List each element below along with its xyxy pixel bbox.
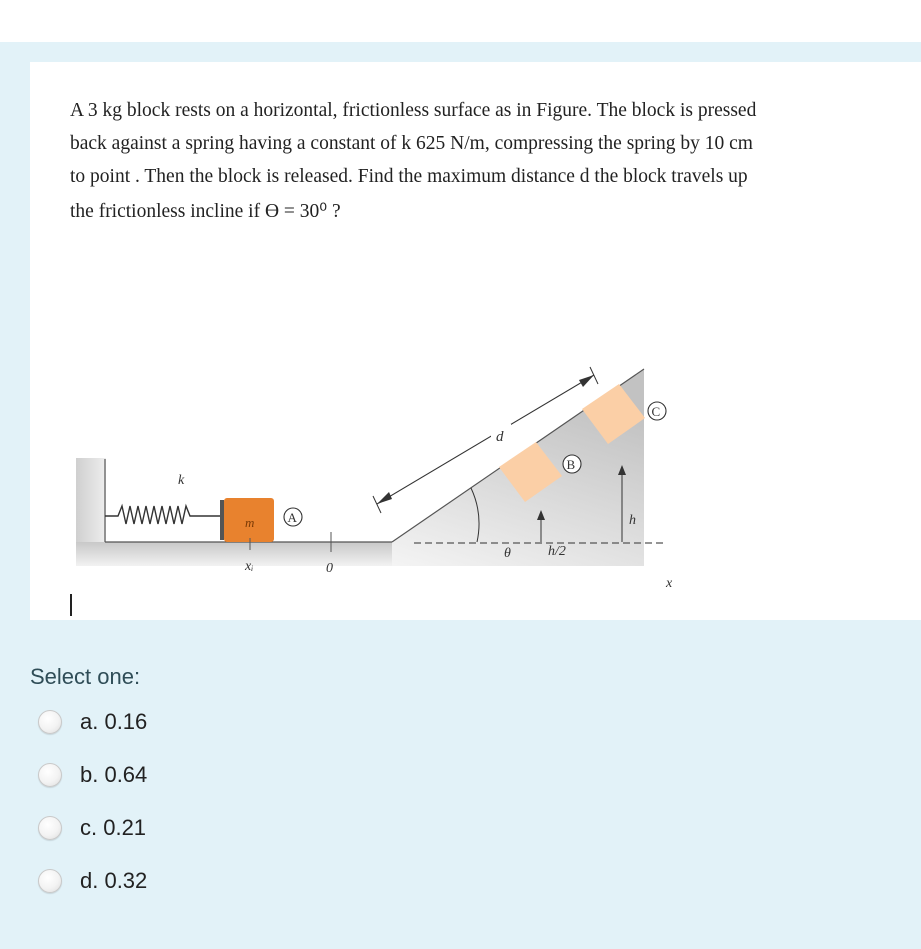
zero-label: 0 <box>326 561 333 576</box>
x-axis-label: x <box>666 576 673 591</box>
question-line-3: to point . Then the block is released. Find the maximum distance d the block travels up <box>70 166 748 187</box>
wall-shadow <box>76 458 106 542</box>
radio-option-c[interactable] <box>38 816 62 840</box>
point-b-label: B <box>566 457 576 472</box>
physics-figure <box>74 324 674 616</box>
question-line-4: the frictionless incline if ϴ = 30⁰ ? <box>70 201 341 222</box>
option-a-label: a. 0.16 <box>80 709 148 734</box>
question-line-2: back against a spring having a constant of k 625 N/m, compressing the spring by 10 cm <box>70 133 753 154</box>
theta-label: θ <box>504 546 511 561</box>
half-h-label: h/2 <box>548 544 566 559</box>
question-line-1: A 3 kg block rests on a horizontal, frictionless surface as in Figure. The block is pressed <box>70 100 757 121</box>
d-label: d <box>496 429 504 445</box>
option-d-label: d. 0.32 <box>80 868 148 893</box>
d-arrow-head-left <box>377 492 392 504</box>
block-label: m <box>245 515 255 530</box>
text-cursor <box>70 594 72 616</box>
radio-option-b[interactable] <box>38 763 62 787</box>
d-end-tick-left <box>373 496 381 513</box>
d-end-tick-right <box>590 367 598 384</box>
select-one-label: Select one: <box>30 664 141 689</box>
question-panel <box>0 42 921 949</box>
option-b-label: b. 0.64 <box>80 762 148 787</box>
floor-shadow <box>76 542 396 566</box>
radio-option-a[interactable] <box>38 710 62 734</box>
spring-label: k <box>178 473 185 488</box>
radio-option-d[interactable] <box>38 869 62 893</box>
option-d[interactable] <box>38 864 147 898</box>
spring-plate <box>220 500 224 540</box>
option-a[interactable] <box>38 705 147 739</box>
point-a-label: A <box>287 510 297 525</box>
question-card <box>30 62 921 620</box>
point-c-label: C <box>651 404 661 419</box>
question-text <box>70 94 915 228</box>
option-c-label: c. 0.21 <box>80 815 147 840</box>
d-arrow-head-right <box>579 375 594 387</box>
option-b[interactable] <box>38 758 147 792</box>
option-c[interactable] <box>38 811 146 845</box>
xi-label: xᵢ <box>245 559 254 574</box>
spring <box>105 506 224 524</box>
h-label: h <box>629 513 636 528</box>
